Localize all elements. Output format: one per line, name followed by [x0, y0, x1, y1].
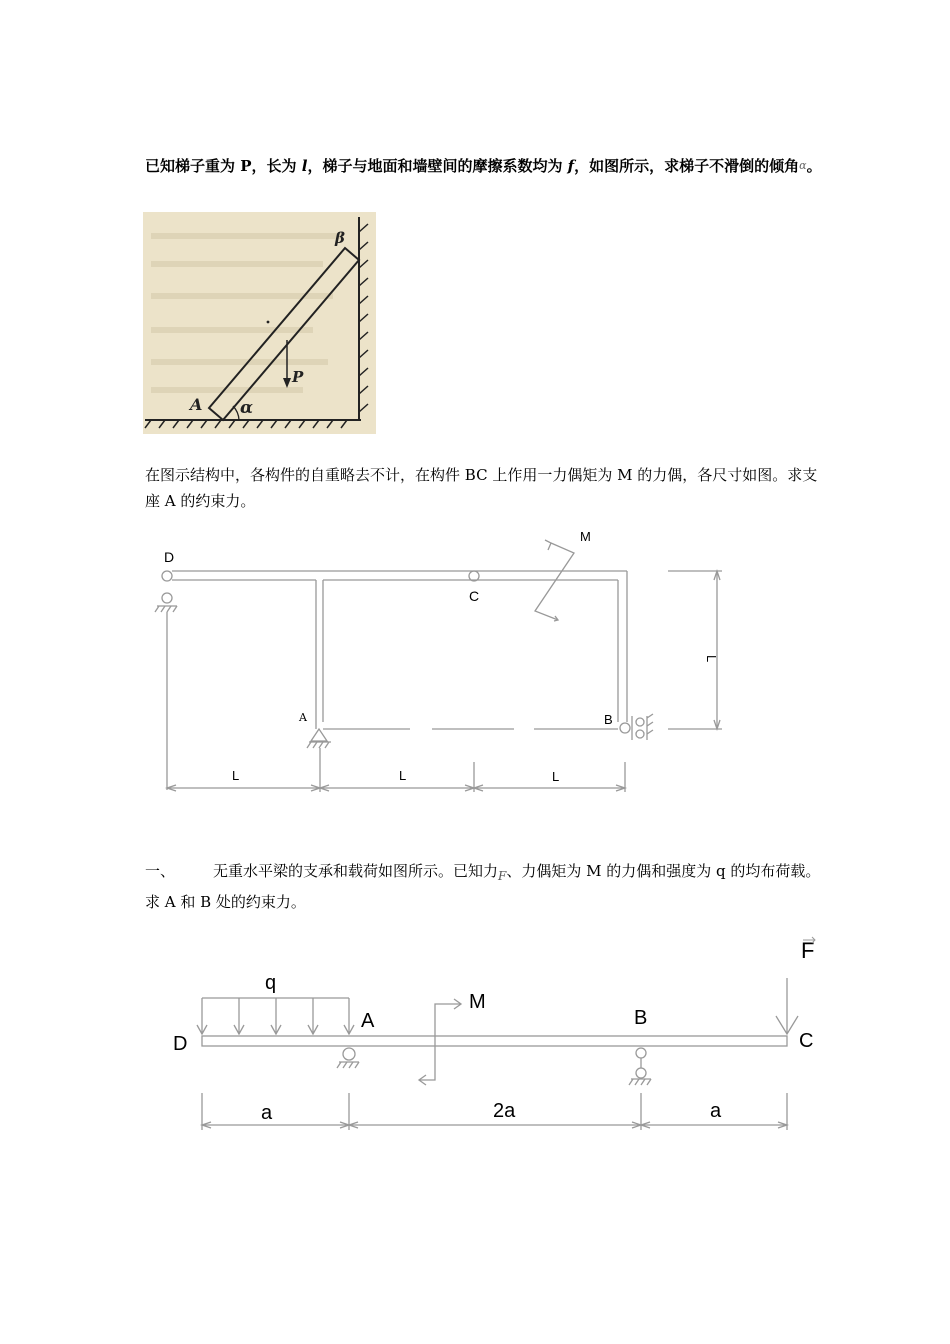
ladder-label-beta: β — [335, 229, 345, 247]
frame-dim-3: L — [552, 769, 560, 784]
frame-dim-vertical: L — [704, 655, 719, 663]
beam-label-A: A — [361, 1010, 375, 1032]
beam-dim-1: a — [261, 1102, 273, 1124]
ladder-label-P: P — [292, 368, 304, 386]
frame-dim-2: L — [399, 768, 407, 783]
beam-label-M: M — [469, 991, 486, 1013]
frame-label-A: A — [299, 711, 307, 724]
frame-label-D: D — [164, 549, 175, 565]
problem1-text: 已知梯子重为 P，长为 l，梯子与地面和墙壁间的摩擦系数均为 f，如图所示，求梯子不滑倒的倾角$^\alpha$。 — [145, 157, 822, 175]
ladder-label-alpha: α — [240, 398, 254, 418]
beam-label-B: B — [634, 1007, 648, 1029]
beam-label-q: q — [265, 972, 277, 994]
beam-label-C: C — [799, 1030, 814, 1052]
beam-dim-3: a — [710, 1100, 722, 1122]
ladder-label-A: A — [190, 395, 203, 414]
frame-label-C: C — [469, 588, 480, 604]
problem3-text: 一、 无重水平梁的支承和载荷如图所示。已知力$_F$、力偶矩为 M 的力偶和强度为 q 的均布荷载。求 A 和 B 处的约束力。 — [145, 862, 821, 911]
beam-dim-2: 2a — [493, 1100, 516, 1122]
problem2-text: 在图示结构中，各构件的自重略去不计，在构件 BC 上作用一力偶矩为 M 的力偶，各尺寸如图。求支座 A 的约束力。 — [145, 466, 818, 510]
frame-dim-1: L — [232, 768, 240, 783]
beam-label-F: F — [801, 938, 815, 963]
beam-label-D: D — [173, 1033, 188, 1055]
frame-label-M: M — [580, 529, 591, 544]
frame-label-B: B — [604, 712, 613, 727]
